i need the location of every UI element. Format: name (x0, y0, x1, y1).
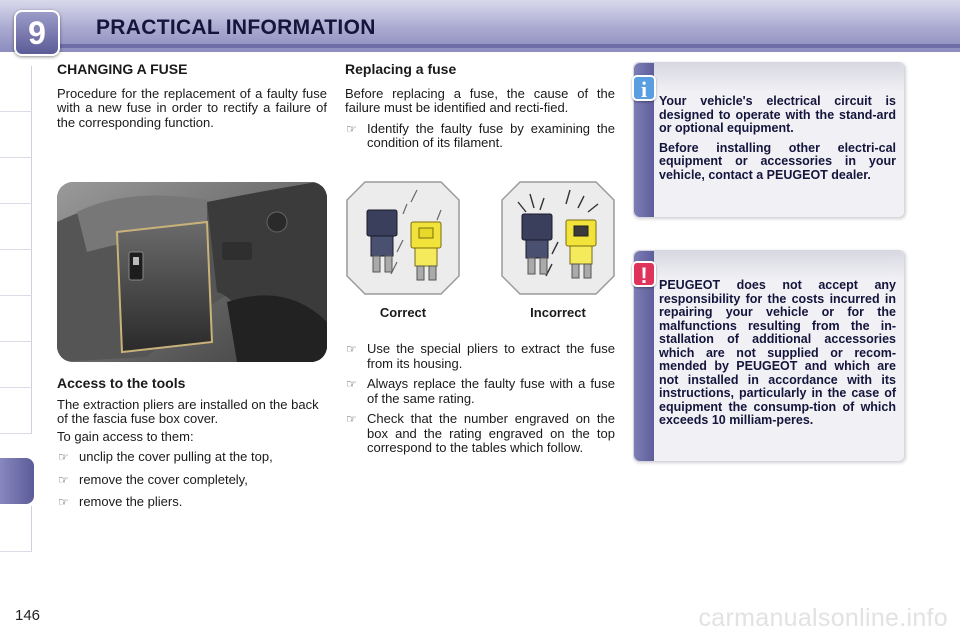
watermark: carmanualsonline.info (698, 604, 948, 632)
list-item: ☞ remove the cover completely, (58, 471, 248, 487)
exclamation-icon: ! (632, 261, 656, 287)
chapter-tab-8[interactable] (0, 388, 32, 434)
page-title: PRACTICAL INFORMATION (96, 16, 376, 39)
section-heading-access-tools: Access to the tools (57, 375, 186, 391)
access-tools-subtext: To gain access to them: (57, 428, 194, 444)
pointing-hand-icon: ☞ (58, 495, 69, 509)
middle-column (345, 62, 615, 151)
list-item: ☞ unclip the cover pulling at the top, (58, 449, 273, 464)
list-item: ☞ Always replace the faulty fuse with a fuse of the same rating. (346, 376, 615, 406)
pointing-hand-icon: ☞ (346, 121, 357, 136)
page-number: 146 (15, 607, 41, 624)
changing-fuse-intro: Procedure for the replacement of a faulty fuse with a new fuse in order to rectify a failure of the corresponding function. (57, 85, 327, 130)
info-box-text (659, 95, 896, 188)
list-item: ☞ Identify the faulty fuse by examining the condition of its filament. (346, 120, 615, 150)
chapter-tab-1[interactable] (0, 66, 32, 112)
header-divider (60, 44, 960, 48)
chapter-tab-strip (0, 66, 32, 578)
fuse-incorrect-label: Incorrect (530, 305, 586, 320)
pointing-hand-icon: ☞ (346, 342, 357, 356)
list-item: ☞ remove the pliers. (58, 494, 183, 509)
list-item: ☞ Check that the number engraved on the box and the rating engraved on the top correspond to the tables which follow. (346, 411, 615, 455)
chapter-badge: 9 (14, 10, 60, 56)
chapter-tab-3[interactable] (0, 158, 32, 204)
chapter-tab-10[interactable] (0, 506, 32, 552)
warning-box-text (659, 279, 896, 434)
info-box-paragraph-2: Before installing other electri-cal equipment or accessories in your vehicle, contact a PEUGEOT dealer. (659, 140, 896, 182)
pointing-hand-icon: ☞ (58, 472, 69, 487)
pointing-hand-icon: ☞ (58, 450, 69, 464)
info-note-box (633, 62, 905, 218)
info-box-header (654, 63, 904, 93)
section-heading-replacing-fuse: Replacing a fuse (345, 61, 457, 77)
replacing-fuse-steps (345, 336, 615, 456)
warning-note-box (633, 250, 905, 462)
chapter-tab-6[interactable] (0, 296, 32, 342)
list-item: ☞ Use the special pliers to extract the fuse from its housing. (346, 341, 615, 371)
replacing-fuse-intro: Before replacing a fuse, the cause of the failure must be identified and recti-fied. (345, 85, 615, 115)
section-heading-changing-fuse: CHANGING A FUSE (57, 61, 188, 77)
fuse-correct-diagram (345, 180, 461, 296)
info-box-paragraph-1: Your vehicle's electrical circuit is designed to operate with the stand-ard or optional equipment. (659, 94, 896, 135)
fuse-correct-label: Correct (379, 305, 427, 320)
left-column (57, 62, 327, 130)
chapter-tab-9-active[interactable] (0, 458, 34, 504)
info-icon: i (632, 75, 656, 101)
fuse-incorrect-diagram (500, 180, 616, 296)
chapter-tab-4[interactable] (0, 204, 32, 250)
warning-box-header (654, 251, 904, 281)
pointing-hand-icon: ☞ (346, 377, 357, 391)
dashboard-fuse-cover-image (57, 182, 327, 362)
chapter-tab-2[interactable] (0, 112, 32, 158)
access-tools-text: The extraction pliers are installed on the back of the fascia fuse box cover. (57, 396, 319, 426)
chapter-tab-7[interactable] (0, 342, 32, 388)
chapter-tab-5[interactable] (0, 250, 32, 296)
warning-box-paragraph: PEUGEOT does not accept any responsibility for the costs incurred in repairing your vehicle or for the malfunctions resulting from the in-stallation of additional accessories which are not supplied or recom-mended by PEUGEOT and which are not installed in accordance with its instructions, particularly in the case of equipment the consump-tion of which exceeds 10 milliam-peres. (659, 278, 896, 427)
access-tools-section (57, 376, 327, 510)
pointing-hand-icon: ☞ (346, 412, 357, 426)
